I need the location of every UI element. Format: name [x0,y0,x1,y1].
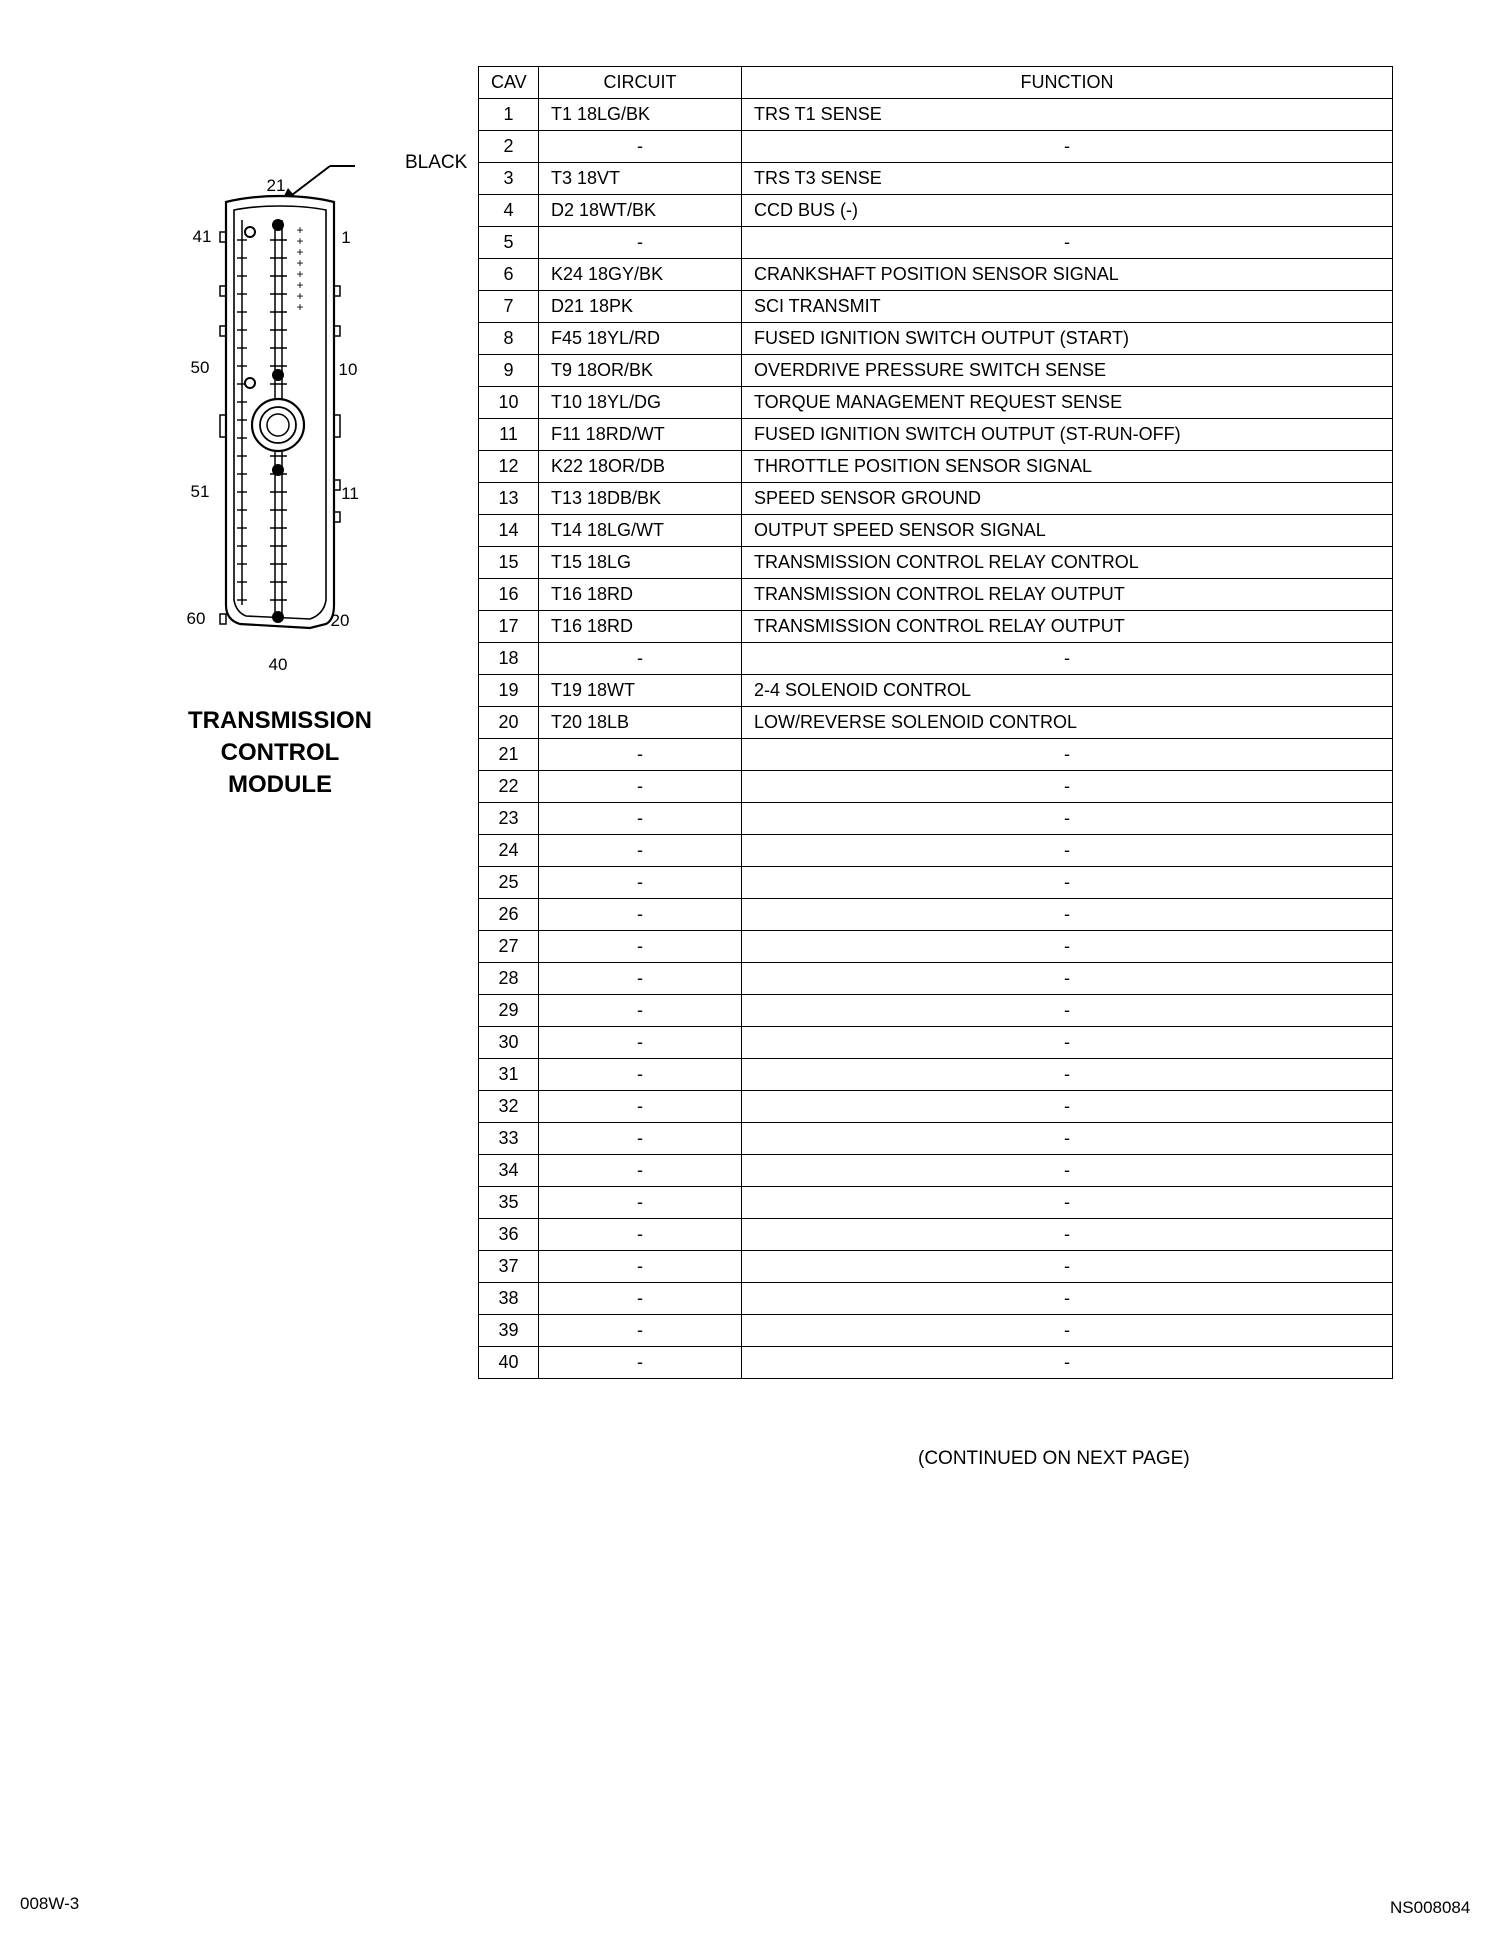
table-row [479,1347,1393,1379]
connector-diagram [170,150,490,690]
function-cell: - [742,931,1393,963]
table-row [479,579,1393,611]
table-row [479,771,1393,803]
cav-cell: 35 [479,1187,539,1219]
pin-label-1: 1 [341,228,351,247]
cav-cell: 19 [479,675,539,707]
cav-cell: 1 [479,99,539,131]
circuit-cell: - [539,771,742,803]
table-row [479,323,1393,355]
function-cell: - [742,963,1393,995]
circuit-cell: - [539,1283,742,1315]
table-row [479,355,1393,387]
table-row [479,1187,1393,1219]
table-row [479,131,1393,163]
pin-label-50: 50 [190,358,210,377]
function-cell: OVERDRIVE PRESSURE SWITCH SENSE [742,355,1393,387]
table-row [479,451,1393,483]
function-cell: - [742,1123,1393,1155]
circuit-cell: - [539,835,742,867]
circuit-cell: T1 18LG/BK [539,99,742,131]
circuit-cell: D21 18PK [539,291,742,323]
table-row [479,1315,1393,1347]
table-row [479,547,1393,579]
function-cell: - [742,1059,1393,1091]
page-id-right: NS008084 [1390,1898,1471,1917]
circuit-cell: K22 18OR/DB [539,451,742,483]
table-row [479,739,1393,771]
svg-text:+: + [296,267,304,281]
header-circuit: CIRCUIT [539,67,742,99]
cav-cell: 29 [479,995,539,1027]
cav-cell: 20 [479,707,539,739]
connector-outline [170,150,490,690]
cav-cell: 37 [479,1251,539,1283]
function-cell: - [742,1091,1393,1123]
table-row [479,1027,1393,1059]
table-row [479,643,1393,675]
pin-label-21: 21 [266,176,286,195]
circuit-cell: - [539,739,742,771]
pin-label-41: 41 [192,227,212,246]
svg-text:+: + [296,256,304,270]
function-cell: - [742,1219,1393,1251]
circuit-cell: - [539,1027,742,1059]
table-row [479,675,1393,707]
function-cell: FUSED IGNITION SWITCH OUTPUT (ST-RUN-OFF) [742,419,1393,451]
pinout-table [478,66,1393,1379]
circuit-cell: K24 18GY/BK [539,259,742,291]
table-row [479,611,1393,643]
module-title-line: TRANSMISSION [187,707,372,734]
svg-text:+: + [296,234,304,248]
function-cell: TRS T3 SENSE [742,163,1393,195]
table-row [479,1091,1393,1123]
circuit-cell: - [539,995,742,1027]
table-row [479,291,1393,323]
function-cell: - [742,131,1393,163]
cav-cell: 5 [479,227,539,259]
table-row [479,1251,1393,1283]
cav-cell: 15 [479,547,539,579]
table-row [479,99,1393,131]
module-title [150,705,410,801]
circuit-cell: D2 18WT/BK [539,195,742,227]
circuit-cell: - [539,227,742,259]
svg-text:+: + [296,289,304,303]
cav-cell: 30 [479,1027,539,1059]
cav-cell: 22 [479,771,539,803]
table-row [479,1155,1393,1187]
circuit-cell: T16 18RD [539,579,742,611]
page-id-left: 008W-3 [20,1894,80,1913]
svg-text:+: + [296,300,304,314]
circuit-cell: - [539,899,742,931]
svg-text:+: + [296,223,304,237]
cav-cell: 3 [479,163,539,195]
function-cell: - [742,739,1393,771]
table-row [479,963,1393,995]
cav-cell: 7 [479,291,539,323]
circuit-cell: - [539,1123,742,1155]
function-cell: SPEED SENSOR GROUND [742,483,1393,515]
circuit-cell: - [539,963,742,995]
cav-cell: 28 [479,963,539,995]
function-cell: - [742,643,1393,675]
function-cell: - [742,1155,1393,1187]
table-row [479,227,1393,259]
cav-cell: 23 [479,803,539,835]
function-cell: - [742,803,1393,835]
pin-label-11: 11 [341,484,359,503]
table-row [479,387,1393,419]
function-cell: - [742,899,1393,931]
circuit-cell: - [539,131,742,163]
table-row [479,483,1393,515]
circuit-cell: - [539,1219,742,1251]
table-header-row [479,67,1393,99]
cav-cell: 17 [479,611,539,643]
function-cell: TRANSMISSION CONTROL RELAY OUTPUT [742,579,1393,611]
function-cell: - [742,771,1393,803]
circuit-cell: T16 18RD [539,611,742,643]
function-cell: - [742,995,1393,1027]
circuit-cell: T13 18DB/BK [539,483,742,515]
cav-cell: 31 [479,1059,539,1091]
circuit-cell: T19 18WT [539,675,742,707]
function-cell: - [742,1251,1393,1283]
cav-cell: 18 [479,643,539,675]
circuit-cell: - [539,1187,742,1219]
function-cell: - [742,227,1393,259]
pin-label-40: 40 [268,655,288,674]
circuit-cell: - [539,803,742,835]
pin-label-51: 51 [190,482,210,501]
function-cell: OUTPUT SPEED SENSOR SIGNAL [742,515,1393,547]
circuit-cell: F45 18YL/RD [539,323,742,355]
cav-cell: 32 [479,1091,539,1123]
cav-cell: 2 [479,131,539,163]
pin-label-10: 10 [338,360,358,379]
table-row [479,515,1393,547]
header-function: FUNCTION [742,67,1393,99]
function-cell: TRS T1 SENSE [742,99,1393,131]
function-cell: - [742,1315,1393,1347]
function-cell: - [742,1027,1393,1059]
circuit-cell: - [539,643,742,675]
function-cell: - [742,1187,1393,1219]
pin-label-20: 20 [330,611,350,630]
circuit-cell: F11 18RD/WT [539,419,742,451]
circuit-cell: - [539,931,742,963]
table-row [479,259,1393,291]
module-title-line: CONTROL [220,739,340,766]
circuit-cell: - [539,1059,742,1091]
cav-cell: 38 [479,1283,539,1315]
circuit-cell: T10 18YL/DG [539,387,742,419]
table-row [479,803,1393,835]
function-cell: - [742,835,1393,867]
cav-cell: 8 [479,323,539,355]
cav-cell: 10 [479,387,539,419]
cav-cell: 27 [479,931,539,963]
continued-note: (CONTINUED ON NEXT PAGE) [918,1448,1190,1469]
circuit-cell: - [539,1251,742,1283]
header-cav: CAV [479,67,539,99]
circuit-cell: T14 18LG/WT [539,515,742,547]
cav-cell: 11 [479,419,539,451]
function-cell: CCD BUS (-) [742,195,1393,227]
function-cell: TORQUE MANAGEMENT REQUEST SENSE [742,387,1393,419]
cav-cell: 26 [479,899,539,931]
module-title-line: MODULE [228,771,332,798]
cav-cell: 14 [479,515,539,547]
circuit-cell: - [539,1347,742,1379]
circuit-cell: - [539,867,742,899]
function-cell: 2-4 SOLENOID CONTROL [742,675,1393,707]
circuit-cell: - [539,1091,742,1123]
cav-cell: 25 [479,867,539,899]
cav-cell: 9 [479,355,539,387]
table-row [479,419,1393,451]
table-row [479,995,1393,1027]
function-cell: - [742,1283,1393,1315]
cav-cell: 33 [479,1123,539,1155]
pin-label-60: 60 [186,609,206,628]
function-cell: - [742,867,1393,899]
table-row [479,1283,1393,1315]
function-cell: TRANSMISSION CONTROL RELAY OUTPUT [742,611,1393,643]
table-row [479,867,1393,899]
table-row [479,1123,1393,1155]
svg-text:+: + [296,245,304,259]
table-row [479,835,1393,867]
function-cell: THROTTLE POSITION SENSOR SIGNAL [742,451,1393,483]
table-row [479,195,1393,227]
function-cell: SCI TRANSMIT [742,291,1393,323]
circuit-cell: T3 18VT [539,163,742,195]
function-cell: FUSED IGNITION SWITCH OUTPUT (START) [742,323,1393,355]
cav-cell: 4 [479,195,539,227]
function-cell: TRANSMISSION CONTROL RELAY CONTROL [742,547,1393,579]
cav-cell: 40 [479,1347,539,1379]
cav-cell: 39 [479,1315,539,1347]
circuit-cell: T20 18LB [539,707,742,739]
circuit-cell: T15 18LG [539,547,742,579]
connector-color-label: BLACK [405,152,468,173]
cav-cell: 36 [479,1219,539,1251]
table-row [479,1059,1393,1091]
table-row [479,163,1393,195]
function-cell: - [742,1347,1393,1379]
cav-cell: 12 [479,451,539,483]
circuit-cell: - [539,1155,742,1187]
cav-cell: 16 [479,579,539,611]
cav-cell: 24 [479,835,539,867]
cav-cell: 6 [479,259,539,291]
table-row [479,931,1393,963]
cav-cell: 34 [479,1155,539,1187]
cav-cell: 21 [479,739,539,771]
circuit-cell: T9 18OR/BK [539,355,742,387]
table-row [479,1219,1393,1251]
circuit-cell: - [539,1315,742,1347]
table-row [479,899,1393,931]
svg-text:+: + [296,278,304,292]
table-row [479,707,1393,739]
function-cell: CRANKSHAFT POSITION SENSOR SIGNAL [742,259,1393,291]
cav-cell: 13 [479,483,539,515]
function-cell: LOW/REVERSE SOLENOID CONTROL [742,707,1393,739]
